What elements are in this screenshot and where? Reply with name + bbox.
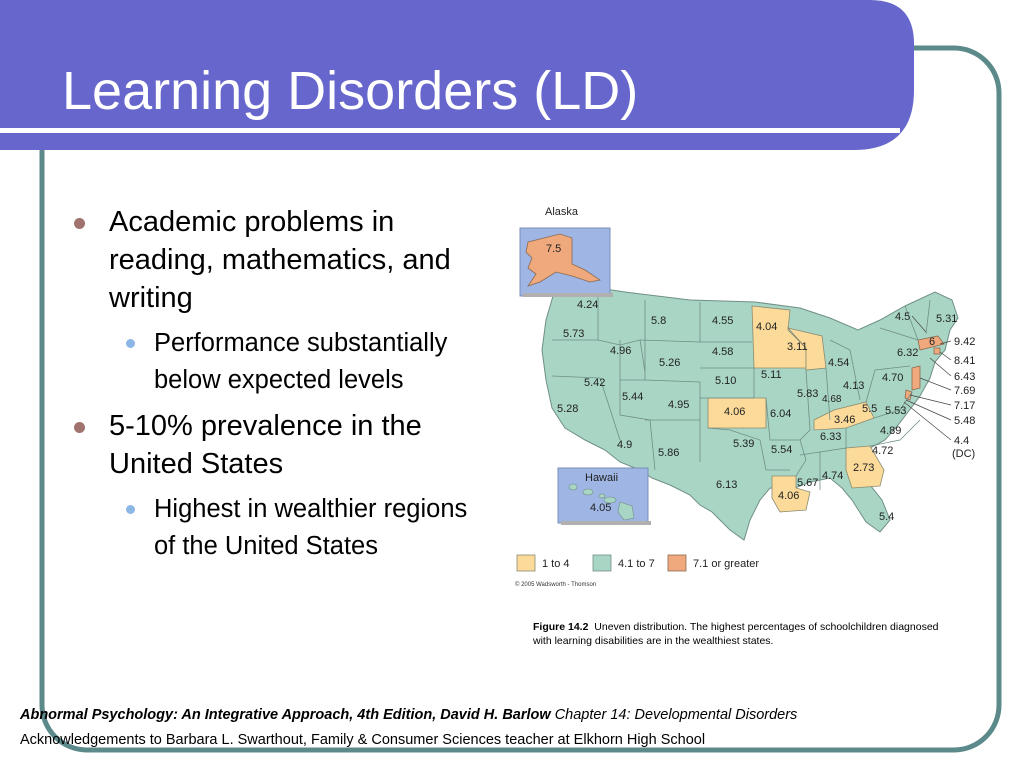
value-ne: 5.10	[715, 375, 737, 387]
value-nc: 4.89	[880, 425, 902, 437]
figure-caption	[533, 620, 953, 648]
value-id: 4.96	[610, 345, 632, 357]
value-ga: 2.73	[853, 462, 875, 474]
value-ma: 9.42	[954, 336, 976, 348]
value-az: 4.9	[617, 439, 633, 451]
value-ny: 6.32	[897, 347, 919, 359]
legend-swatch-low	[517, 555, 535, 571]
value-vt: 4.5	[895, 311, 911, 323]
footer-book: Abnormal Psychology: An Integrative Approach, 4th Edition, David H. Barlow	[20, 707, 551, 723]
value-in: 4.13	[843, 380, 865, 392]
value-co: 4.95	[668, 399, 690, 411]
figure-text: Uneven distribution. The highest percentages of schoolchildren diagnosed with learning disabilities are in the wealthiest states.	[533, 621, 939, 647]
bullet-list	[72, 203, 492, 573]
value-tn: 6.33	[820, 431, 842, 443]
alaska-label: Alaska	[545, 206, 579, 218]
value-pa: 4.70	[882, 372, 904, 384]
value-wi: 3.11	[787, 341, 808, 353]
value-nh: 6	[929, 336, 936, 348]
figure-label: Figure 14.2	[533, 621, 589, 633]
value-dc: 4.4	[954, 435, 970, 447]
value-ri: 8.41	[954, 355, 976, 367]
header-rule	[0, 128, 900, 133]
value-mn: 4.04	[756, 321, 778, 333]
value-de: 7.17	[954, 400, 976, 412]
value-il: 5.83	[797, 388, 819, 400]
value-wa: 4.24	[577, 299, 599, 311]
bullet-item	[72, 203, 492, 317]
bullet-dot	[74, 218, 85, 229]
slide-title: Learning Disorders (LD)	[62, 61, 639, 121]
state-ri-fill	[934, 348, 940, 354]
alaska-inset-shadow	[523, 293, 613, 297]
value-la: 4.06	[778, 490, 800, 502]
value-or: 5.73	[563, 328, 585, 340]
hawaii-label: Hawaii	[585, 472, 619, 484]
value-dc-suffix: (DC)	[952, 448, 976, 460]
value-al: 4.74	[822, 470, 844, 482]
value-nv: 5.42	[584, 377, 606, 389]
legend-swatch-high	[668, 555, 686, 571]
bullet-text: Academic problems in reading, mathematics, and writing	[109, 206, 451, 314]
value-tx: 6.13	[716, 479, 738, 491]
bullet-item	[72, 407, 492, 483]
value-nm: 5.86	[658, 447, 680, 459]
value-ia: 5.11	[761, 369, 782, 381]
value-sc: 4.72	[872, 445, 894, 457]
sub-bullet-dot	[126, 505, 135, 514]
value-ar: 5.54	[771, 444, 793, 456]
sub-bullet-item	[72, 491, 492, 565]
sub-bullet-text: Performance substantially below expected levels	[154, 329, 448, 394]
hawaii-inset-shadow	[561, 521, 651, 525]
value-ok: 5.39	[733, 438, 755, 450]
us-ld-map	[505, 198, 995, 594]
legend-label-low: 1 to 4	[542, 558, 570, 570]
hawaii-value: 4.05	[590, 502, 612, 514]
value-oh: 4.68	[822, 394, 842, 405]
bullet-text: 5-10% prevalence in the United States	[109, 410, 422, 480]
value-fl: 5.4	[879, 511, 895, 523]
footer-acknowledgement: Acknowledgements to Barbara L. Swarthout, Family & Consumer Sciences teacher at Elkhorn High School	[20, 732, 706, 748]
footer-chapter: Chapter 14: Developmental Disorders	[554, 707, 798, 723]
map-copyright: © 2005 Wadsworth - Thomson	[515, 582, 597, 588]
value-me: 5.31	[936, 313, 958, 325]
value-nj: 7.69	[954, 385, 976, 397]
value-va: 5.53	[885, 405, 907, 417]
value-ct: 6.43	[954, 371, 976, 383]
sub-bullet-text: Highest in wealthier regions of the United States	[154, 495, 468, 560]
legend-swatch-mid	[593, 555, 611, 571]
legend-label-high: 7.1 or greater	[693, 558, 760, 570]
state-nj-fill	[912, 366, 920, 390]
value-ut: 5.44	[622, 391, 644, 403]
value-md: 5.48	[954, 415, 976, 427]
bullet-dot	[74, 422, 85, 433]
value-mo: 6.04	[770, 408, 792, 420]
value-ky: 3.46	[834, 414, 856, 426]
value-ms: 5.67	[797, 477, 819, 489]
legend-label-mid: 4.1 to 7	[618, 558, 655, 570]
value-ks: 4.06	[724, 406, 746, 418]
value-wy: 5.26	[659, 357, 681, 369]
value-mi: 4.54	[828, 357, 850, 369]
value-nd: 4.55	[712, 315, 734, 327]
sub-bullet-item	[72, 325, 492, 399]
value-ca: 5.28	[557, 403, 579, 415]
value-sd: 4.58	[712, 346, 734, 358]
sub-bullet-dot	[126, 339, 135, 348]
value-mt: 5.8	[651, 315, 667, 327]
value-wv: 5.5	[862, 403, 878, 415]
alaska-value: 7.5	[546, 243, 562, 255]
footer-citation	[20, 707, 797, 723]
